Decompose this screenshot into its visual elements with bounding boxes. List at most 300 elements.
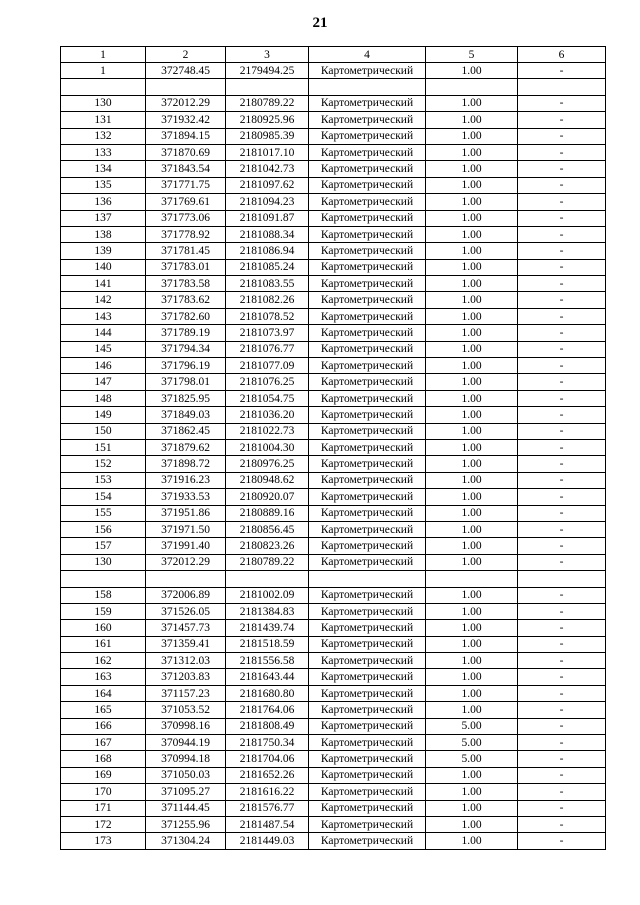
note-cell: - <box>518 423 606 439</box>
accuracy-cell: 1.00 <box>426 128 518 144</box>
accuracy-cell: 1.00 <box>426 767 518 783</box>
y-coordinate-cell: 2180823.26 <box>226 538 309 554</box>
method-cell: Картометрический <box>309 472 426 488</box>
table-row <box>61 587 606 603</box>
table-row <box>61 538 606 554</box>
point-number-cell: 173 <box>61 833 146 849</box>
note-cell: - <box>518 456 606 472</box>
method-cell: Картометрический <box>309 718 426 734</box>
y-coordinate-cell: 2181017.10 <box>226 144 309 160</box>
y-coordinate-cell: 2180976.25 <box>226 456 309 472</box>
x-coordinate-cell: 371526.05 <box>146 603 226 619</box>
note-cell: - <box>518 751 606 767</box>
x-coordinate-cell: 372748.45 <box>146 63 226 79</box>
table-row <box>61 620 606 636</box>
x-coordinate-cell: 372006.89 <box>146 587 226 603</box>
table-row <box>61 358 606 374</box>
point-number-cell: 170 <box>61 784 146 800</box>
note-cell: - <box>518 144 606 160</box>
table-row <box>61 505 606 521</box>
table-row <box>61 521 606 537</box>
x-coordinate-cell: 371825.95 <box>146 390 226 406</box>
table-row <box>61 341 606 357</box>
accuracy-cell: 1.00 <box>426 669 518 685</box>
note-cell: - <box>518 358 606 374</box>
accuracy-cell: 1.00 <box>426 702 518 718</box>
method-cell: Картометрический <box>309 816 426 832</box>
note-cell: - <box>518 112 606 128</box>
accuracy-cell: 1.00 <box>426 407 518 423</box>
accuracy-cell <box>426 79 518 95</box>
method-cell: Картометрический <box>309 751 426 767</box>
note-cell: - <box>518 702 606 718</box>
point-number-cell: 167 <box>61 735 146 751</box>
accuracy-cell: 1.00 <box>426 784 518 800</box>
point-number-cell <box>61 571 146 587</box>
point-number-cell: 155 <box>61 505 146 521</box>
table-row <box>61 95 606 111</box>
table-row <box>61 259 606 275</box>
y-coordinate-cell: 2181808.49 <box>226 718 309 734</box>
y-coordinate-cell: 2181556.58 <box>226 653 309 669</box>
table-row <box>61 210 606 226</box>
accuracy-cell: 1.00 <box>426 358 518 374</box>
method-cell: Картометрический <box>309 308 426 324</box>
y-coordinate-cell: 2180789.22 <box>226 554 309 570</box>
method-cell: Картометрический <box>309 653 426 669</box>
y-coordinate-cell: 2181076.77 <box>226 341 309 357</box>
y-coordinate-cell: 2181083.55 <box>226 276 309 292</box>
column-header: 2 <box>146 47 226 63</box>
table-row <box>61 472 606 488</box>
column-header: 5 <box>426 47 518 63</box>
y-coordinate-cell: 2181042.73 <box>226 161 309 177</box>
method-cell: Картометрический <box>309 358 426 374</box>
method-cell: Картометрический <box>309 620 426 636</box>
accuracy-cell: 1.00 <box>426 554 518 570</box>
point-number-cell: 141 <box>61 276 146 292</box>
method-cell: Картометрический <box>309 128 426 144</box>
note-cell: - <box>518 128 606 144</box>
y-coordinate-cell: 2179494.25 <box>226 63 309 79</box>
y-coordinate-cell: 2181518.59 <box>226 636 309 652</box>
point-number-cell: 159 <box>61 603 146 619</box>
accuracy-cell: 1.00 <box>426 587 518 603</box>
x-coordinate-cell: 371862.45 <box>146 423 226 439</box>
table-row <box>61 407 606 423</box>
note-cell: - <box>518 521 606 537</box>
accuracy-cell: 1.00 <box>426 636 518 652</box>
x-coordinate-cell: 371773.06 <box>146 210 226 226</box>
y-coordinate-cell: 2181616.22 <box>226 784 309 800</box>
x-coordinate-cell: 371778.92 <box>146 226 226 242</box>
x-coordinate-cell: 371457.73 <box>146 620 226 636</box>
method-cell: Картометрический <box>309 325 426 341</box>
accuracy-cell: 1.00 <box>426 325 518 341</box>
point-number-cell: 161 <box>61 636 146 652</box>
table-row <box>61 144 606 160</box>
x-coordinate-cell: 371783.01 <box>146 259 226 275</box>
note-cell: - <box>518 325 606 341</box>
point-number-cell: 133 <box>61 144 146 160</box>
accuracy-cell: 1.00 <box>426 226 518 242</box>
note-cell: - <box>518 767 606 783</box>
method-cell: Картометрический <box>309 144 426 160</box>
table-row <box>61 439 606 455</box>
point-number-cell: 135 <box>61 177 146 193</box>
y-coordinate-cell: 2181439.74 <box>226 620 309 636</box>
point-number-cell: 157 <box>61 538 146 554</box>
y-coordinate-cell: 2181022.73 <box>226 423 309 439</box>
method-cell: Картометрический <box>309 702 426 718</box>
point-number-cell: 138 <box>61 226 146 242</box>
x-coordinate-cell: 371144.45 <box>146 800 226 816</box>
note-cell: - <box>518 472 606 488</box>
method-cell: Картометрический <box>309 587 426 603</box>
note-cell: - <box>518 439 606 455</box>
note-cell <box>518 571 606 587</box>
point-number-cell: 142 <box>61 292 146 308</box>
x-coordinate-cell: 371771.75 <box>146 177 226 193</box>
y-coordinate-cell: 2181652.26 <box>226 767 309 783</box>
x-coordinate-cell: 371951.86 <box>146 505 226 521</box>
table-row <box>61 735 606 751</box>
method-cell: Картометрический <box>309 95 426 111</box>
accuracy-cell: 1.00 <box>426 489 518 505</box>
point-number-cell: 146 <box>61 358 146 374</box>
y-coordinate-cell <box>226 79 309 95</box>
accuracy-cell: 1.00 <box>426 456 518 472</box>
table-row <box>61 669 606 685</box>
y-coordinate-cell: 2181764.06 <box>226 702 309 718</box>
y-coordinate-cell: 2180856.45 <box>226 521 309 537</box>
point-number-cell: 148 <box>61 390 146 406</box>
point-number-cell: 163 <box>61 669 146 685</box>
y-coordinate-cell: 2181680.80 <box>226 685 309 701</box>
table-row <box>61 423 606 439</box>
x-coordinate-cell <box>146 79 226 95</box>
method-cell: Картометрический <box>309 456 426 472</box>
method-cell: Картометрический <box>309 685 426 701</box>
method-cell: Картометрический <box>309 259 426 275</box>
accuracy-cell: 1.00 <box>426 603 518 619</box>
point-number-cell: 130 <box>61 95 146 111</box>
x-coordinate-cell: 371916.23 <box>146 472 226 488</box>
x-coordinate-cell: 372012.29 <box>146 95 226 111</box>
note-cell: - <box>518 800 606 816</box>
point-number-cell: 160 <box>61 620 146 636</box>
x-coordinate-cell: 371898.72 <box>146 456 226 472</box>
x-coordinate-cell: 371971.50 <box>146 521 226 537</box>
point-number-cell: 162 <box>61 653 146 669</box>
point-number-cell: 150 <box>61 423 146 439</box>
point-number-cell: 172 <box>61 816 146 832</box>
y-coordinate-cell: 2181487.54 <box>226 816 309 832</box>
note-cell: - <box>518 161 606 177</box>
point-number-cell: 153 <box>61 472 146 488</box>
method-cell: Картометрический <box>309 161 426 177</box>
column-header: 3 <box>226 47 309 63</box>
table-row <box>61 374 606 390</box>
method-cell: Картометрический <box>309 63 426 79</box>
point-number-cell: 171 <box>61 800 146 816</box>
y-coordinate-cell <box>226 571 309 587</box>
y-coordinate-cell: 2181082.26 <box>226 292 309 308</box>
method-cell: Картометрический <box>309 735 426 751</box>
table-row <box>61 390 606 406</box>
method-cell: Картометрический <box>309 226 426 242</box>
coordinates-table <box>60 46 606 850</box>
table-row <box>61 636 606 652</box>
table-header-row <box>61 47 606 63</box>
table-body <box>61 47 606 850</box>
note-cell: - <box>518 636 606 652</box>
accuracy-cell: 1.00 <box>426 63 518 79</box>
y-coordinate-cell: 2181750.34 <box>226 735 309 751</box>
method-cell: Картометрический <box>309 194 426 210</box>
method-cell: Картометрический <box>309 423 426 439</box>
table-row <box>61 784 606 800</box>
note-cell: - <box>518 276 606 292</box>
note-cell: - <box>518 505 606 521</box>
table-row <box>61 702 606 718</box>
accuracy-cell: 1.00 <box>426 800 518 816</box>
method-cell: Картометрический <box>309 554 426 570</box>
x-coordinate-cell: 371782.60 <box>146 308 226 324</box>
method-cell: Картометрический <box>309 603 426 619</box>
method-cell: Картометрический <box>309 243 426 259</box>
point-number-cell: 151 <box>61 439 146 455</box>
note-cell: - <box>518 390 606 406</box>
y-coordinate-cell: 2181088.34 <box>226 226 309 242</box>
accuracy-cell: 1.00 <box>426 112 518 128</box>
point-number-cell: 152 <box>61 456 146 472</box>
method-cell: Картометрический <box>309 292 426 308</box>
x-coordinate-cell: 371783.62 <box>146 292 226 308</box>
method-cell: Картометрический <box>309 669 426 685</box>
y-coordinate-cell: 2181036.20 <box>226 407 309 423</box>
y-coordinate-cell: 2181002.09 <box>226 587 309 603</box>
method-cell: Картометрический <box>309 276 426 292</box>
point-number-cell: 165 <box>61 702 146 718</box>
method-cell: Картометрический <box>309 767 426 783</box>
method-cell: Картометрический <box>309 374 426 390</box>
point-number-cell: 147 <box>61 374 146 390</box>
x-coordinate-cell: 371932.42 <box>146 112 226 128</box>
method-cell: Картометрический <box>309 439 426 455</box>
point-number-cell: 140 <box>61 259 146 275</box>
y-coordinate-cell: 2181094.23 <box>226 194 309 210</box>
accuracy-cell: 1.00 <box>426 292 518 308</box>
table-row <box>61 718 606 734</box>
table-row <box>61 128 606 144</box>
y-coordinate-cell: 2181384.83 <box>226 603 309 619</box>
table-row <box>61 767 606 783</box>
method-cell: Картометрический <box>309 407 426 423</box>
x-coordinate-cell: 370998.16 <box>146 718 226 734</box>
method-cell: Картометрический <box>309 636 426 652</box>
table-row <box>61 79 606 95</box>
accuracy-cell: 5.00 <box>426 718 518 734</box>
note-cell: - <box>518 685 606 701</box>
y-coordinate-cell: 2181076.25 <box>226 374 309 390</box>
table-row <box>61 308 606 324</box>
point-number-cell: 158 <box>61 587 146 603</box>
method-cell: Картометрический <box>309 489 426 505</box>
y-coordinate-cell: 2181097.62 <box>226 177 309 193</box>
y-coordinate-cell: 2181643.44 <box>226 669 309 685</box>
x-coordinate-cell: 371304.24 <box>146 833 226 849</box>
table-row <box>61 194 606 210</box>
x-coordinate-cell: 370994.18 <box>146 751 226 767</box>
x-coordinate-cell: 371255.96 <box>146 816 226 832</box>
table-row <box>61 276 606 292</box>
y-coordinate-cell: 2180985.39 <box>226 128 309 144</box>
table-row <box>61 685 606 701</box>
note-cell <box>518 79 606 95</box>
note-cell: - <box>518 194 606 210</box>
x-coordinate-cell: 371798.01 <box>146 374 226 390</box>
method-cell: Картометрический <box>309 833 426 849</box>
note-cell: - <box>518 784 606 800</box>
point-number-cell: 143 <box>61 308 146 324</box>
note-cell: - <box>518 341 606 357</box>
accuracy-cell: 1.00 <box>426 423 518 439</box>
x-coordinate-cell: 371203.83 <box>146 669 226 685</box>
table-row <box>61 816 606 832</box>
point-number-cell: 132 <box>61 128 146 144</box>
note-cell: - <box>518 489 606 505</box>
note-cell: - <box>518 587 606 603</box>
accuracy-cell: 5.00 <box>426 735 518 751</box>
point-number-cell: 166 <box>61 718 146 734</box>
x-coordinate-cell: 371849.03 <box>146 407 226 423</box>
column-header: 4 <box>309 47 426 63</box>
table-row <box>61 63 606 79</box>
x-coordinate-cell: 371783.58 <box>146 276 226 292</box>
table-row <box>61 489 606 505</box>
note-cell: - <box>518 226 606 242</box>
accuracy-cell: 1.00 <box>426 341 518 357</box>
note-cell: - <box>518 653 606 669</box>
point-number-cell: 139 <box>61 243 146 259</box>
method-cell <box>309 79 426 95</box>
x-coordinate-cell: 371781.45 <box>146 243 226 259</box>
table-row <box>61 243 606 259</box>
table-row <box>61 177 606 193</box>
x-coordinate-cell: 371879.62 <box>146 439 226 455</box>
point-number-cell: 130 <box>61 554 146 570</box>
table-row <box>61 161 606 177</box>
x-coordinate-cell: 371312.03 <box>146 653 226 669</box>
y-coordinate-cell: 2181073.97 <box>226 325 309 341</box>
accuracy-cell: 1.00 <box>426 620 518 636</box>
accuracy-cell: 1.00 <box>426 505 518 521</box>
x-coordinate-cell: 371894.15 <box>146 128 226 144</box>
note-cell: - <box>518 718 606 734</box>
x-coordinate-cell: 371870.69 <box>146 144 226 160</box>
table-row <box>61 800 606 816</box>
table-row <box>61 226 606 242</box>
accuracy-cell: 1.00 <box>426 276 518 292</box>
accuracy-cell: 1.00 <box>426 521 518 537</box>
accuracy-cell: 1.00 <box>426 308 518 324</box>
note-cell: - <box>518 735 606 751</box>
y-coordinate-cell: 2181078.52 <box>226 308 309 324</box>
accuracy-cell: 1.00 <box>426 439 518 455</box>
note-cell: - <box>518 308 606 324</box>
y-coordinate-cell: 2180925.96 <box>226 112 309 128</box>
accuracy-cell: 1.00 <box>426 161 518 177</box>
column-header: 6 <box>518 47 606 63</box>
note-cell: - <box>518 407 606 423</box>
x-coordinate-cell: 371796.19 <box>146 358 226 374</box>
note-cell: - <box>518 259 606 275</box>
y-coordinate-cell: 2181054.75 <box>226 390 309 406</box>
y-coordinate-cell: 2181704.06 <box>226 751 309 767</box>
x-coordinate-cell: 371794.34 <box>146 341 226 357</box>
point-number-cell: 136 <box>61 194 146 210</box>
table-row <box>61 603 606 619</box>
x-coordinate-cell: 371991.40 <box>146 538 226 554</box>
note-cell: - <box>518 210 606 226</box>
y-coordinate-cell: 2180789.22 <box>226 95 309 111</box>
y-coordinate-cell: 2181449.03 <box>226 833 309 849</box>
accuracy-cell: 1.00 <box>426 144 518 160</box>
x-coordinate-cell: 372012.29 <box>146 554 226 570</box>
x-coordinate-cell: 371789.19 <box>146 325 226 341</box>
note-cell: - <box>518 538 606 554</box>
note-cell: - <box>518 554 606 570</box>
point-number-cell <box>61 79 146 95</box>
point-number-cell: 134 <box>61 161 146 177</box>
point-number-cell: 131 <box>61 112 146 128</box>
method-cell: Картометрический <box>309 210 426 226</box>
point-number-cell: 1 <box>61 63 146 79</box>
page-number: 21 <box>312 15 328 31</box>
point-number-cell: 145 <box>61 341 146 357</box>
point-number-cell: 144 <box>61 325 146 341</box>
note-cell: - <box>518 374 606 390</box>
y-coordinate-cell: 2181085.24 <box>226 259 309 275</box>
note-cell: - <box>518 603 606 619</box>
x-coordinate-cell: 371769.61 <box>146 194 226 210</box>
table-row <box>61 554 606 570</box>
point-number-cell: 156 <box>61 521 146 537</box>
point-number-cell: 137 <box>61 210 146 226</box>
note-cell: - <box>518 620 606 636</box>
method-cell: Картометрический <box>309 784 426 800</box>
y-coordinate-cell: 2180889.16 <box>226 505 309 521</box>
table-row <box>61 292 606 308</box>
x-coordinate-cell: 371095.27 <box>146 784 226 800</box>
x-coordinate-cell: 370944.19 <box>146 735 226 751</box>
y-coordinate-cell: 2180920.07 <box>226 489 309 505</box>
method-cell: Картометрический <box>309 390 426 406</box>
accuracy-cell: 1.00 <box>426 538 518 554</box>
accuracy-cell: 1.00 <box>426 653 518 669</box>
table-row <box>61 571 606 587</box>
x-coordinate-cell: 371843.54 <box>146 161 226 177</box>
accuracy-cell: 5.00 <box>426 751 518 767</box>
method-cell: Картометрический <box>309 538 426 554</box>
x-coordinate-cell <box>146 571 226 587</box>
accuracy-cell: 1.00 <box>426 685 518 701</box>
note-cell: - <box>518 292 606 308</box>
y-coordinate-cell: 2181576.77 <box>226 800 309 816</box>
table-row <box>61 833 606 849</box>
x-coordinate-cell: 371359.41 <box>146 636 226 652</box>
